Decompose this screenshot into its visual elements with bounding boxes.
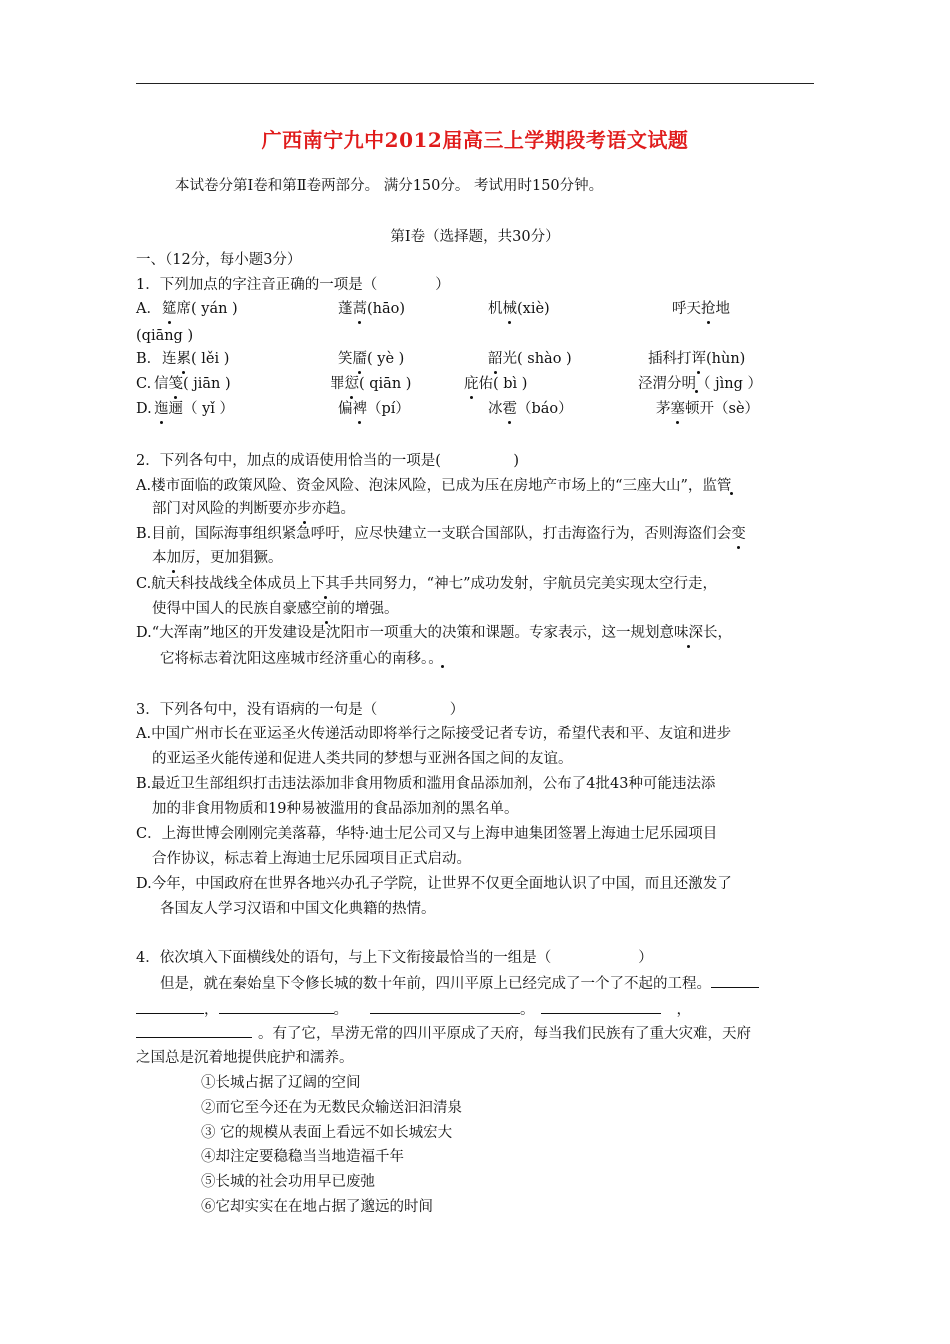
q1-d-choice-2: 偏裨（pí）: [338, 401, 410, 417]
q4-option-6: ⑥它却实实在在地占据了邈远的时间: [201, 1199, 433, 1215]
q1-d-choice-4: 茅塞顿开（sè）: [656, 401, 760, 417]
q1-c-choice-3: 庇佑( bì ): [464, 376, 528, 392]
q2-c-line-1: C.航天科技战线全体成员上下其手共同努力，“神七”成功发射，宇航员完美实现太空行走，: [136, 576, 718, 592]
q1-d-choice-3: 冰雹（báo）: [488, 401, 573, 417]
part1-title: 第Ⅰ卷（选择题，共30分）: [390, 229, 560, 245]
q4-stem: 4．依次填入下面横线处的语句，与上下文衔接最恰当的一组是（ ）: [136, 950, 653, 966]
q1-a-choice-4-pinyin: (qiāng ): [136, 328, 194, 344]
q2-d-line-1: D.“大浑南”地区的开发建设是沈阳市一项重大的决策和课题。专家表示，这一规划意味深长，: [136, 625, 733, 641]
q1-c-choice-1: 信笺( jiān ): [154, 376, 231, 392]
q3-stem: 3．下列各句中，没有语病的一句是（ ）: [136, 702, 465, 718]
q3-b-line-2: 加的非食用物质和19种易被滥用的食品添加剂的黑名单。: [152, 801, 519, 817]
q2-a-line-1: A.楼市面临的政策风险、资金风险、泡沫风险，已成为压在房地产市场上的“三座大山”，监管: [136, 478, 732, 494]
q2-c-line-2: 使得中国人的民族自豪感空前的增强。: [152, 601, 399, 617]
q1-c-choice-4: 泾渭分明（ jìng ）: [638, 376, 762, 392]
header-rule: [136, 83, 814, 84]
q1-a-choice-1: 筵席( yán ): [162, 301, 238, 317]
q2-b-line-1: B.目前，国际海事组织紧急呼吁，应尽快建立一支联合国部队，打击海盗行为，否则海盗们会变: [136, 526, 746, 542]
q1-c-label: C.: [136, 376, 152, 392]
q4-passage-line-1: 但是，就在秦始皇下令修长城的数十年前，四川平原上已经完成了一个了不起的工程。: [160, 973, 759, 994]
q3-a-line-2: 的亚运圣火能传递和促进人类共同的梦想与亚洲各国之间的友谊。: [152, 751, 573, 767]
q4-passage-line-4: 之国总是沉着地提供庇护和濡养。: [136, 1050, 354, 1066]
q2-stem: 2．下列各句中，加点的成语使用恰当的一项是( ): [136, 453, 520, 469]
q4-option-2: ②而它至今还在为无数民众输送汩汩清泉: [201, 1100, 462, 1116]
q4-blank-1[interactable]: [711, 973, 759, 988]
q4-option-4: ④却注定要稳稳当当地造福千年: [201, 1149, 404, 1165]
q4-passage-line-3: 。有了它，旱涝无常的四川平原成了天府，每当我们民族有了重大灾难，天府: [136, 1023, 751, 1044]
q1-b-label: B．: [136, 351, 162, 367]
q4-blank-2[interactable]: [219, 999, 334, 1014]
q2-d-line-2: 它将标志着沈阳这座城市经济重心的南移。。: [160, 651, 443, 667]
q1-a-choice-3: 机械(xiè): [488, 301, 550, 317]
intro-text: 本试卷分第Ⅰ卷和第Ⅱ卷两部分。 满分150分。 考试用时150分钟。: [175, 178, 604, 194]
q1-d-choice-1: 迤逦（ yǐ ）: [154, 401, 235, 417]
q1-a-choice-2: 蓬蒿(hāo): [338, 301, 406, 317]
q3-d-line-1: D.今年，中国政府在世界各地兴办孔子学院，让世界不仅更全面地认识了中国，而且还激发了: [136, 876, 732, 892]
q4-option-3: ③ 它的规模从表面上看远不如长城宏大: [201, 1125, 453, 1141]
page-title: 广西南宁九中2012届高三上学期段考语文试题: [261, 128, 689, 152]
q4-passage-line-2: ， 。 。 ，: [136, 999, 691, 1020]
q4-option-5: ⑤长城的社会功用早已废弛: [201, 1174, 375, 1190]
q1-b-choice-2: 笑靥( yè ): [338, 351, 405, 367]
q1-a-choice-4: 呼天抢地: [672, 301, 730, 317]
q4-blank-3[interactable]: [370, 999, 520, 1014]
q1-a-label: A．: [136, 301, 161, 317]
q1-d-label: D.: [136, 401, 152, 417]
q2-a-line-2: 部门对风险的判断要亦步亦趋。: [152, 501, 355, 517]
q4-blank-1-cont: [136, 999, 204, 1014]
q4-option-1: ①长城占据了辽阔的空间: [201, 1075, 361, 1091]
q4-blank-5[interactable]: [136, 1023, 252, 1038]
q1-b-choice-1: 连累( lěi ): [162, 351, 230, 367]
q3-c-line-1: C．上海世博会刚刚完美落幕，华特·迪士尼公司又与上海申迪集团签署上海迪士尼乐园项目: [136, 826, 718, 842]
section1-heading: 一、（12分，每小题3分）: [136, 252, 302, 268]
q3-b-line-1: B.最近卫生部组织打击违法添加非食用物质和滥用食品添加剂，公布了4批43种可能违法添: [136, 776, 716, 792]
q3-c-line-2: 合作协议，标志着上海迪士尼乐园项目正式启动。: [152, 851, 471, 867]
q1-b-choice-4: 插科打诨(hùn): [648, 351, 746, 367]
q1-stem: 1．下列加点的字注音正确的一项是（ ）: [136, 277, 450, 293]
q1-b-choice-3: 韶光( shào ): [488, 351, 572, 367]
q1-c-choice-2: 罪愆( qiān ): [330, 376, 412, 392]
q4-blank-4[interactable]: [541, 999, 661, 1014]
q3-d-line-2: 各国友人学习汉语和中国文化典籍的热情。: [160, 901, 436, 917]
q2-b-line-2: 本加厉，更加猖獗。: [152, 550, 283, 566]
q3-a-line-1: A.中国广州市长在亚运圣火传递活动即将举行之际接受记者专访，希望代表和平、友谊和进步: [136, 726, 732, 742]
